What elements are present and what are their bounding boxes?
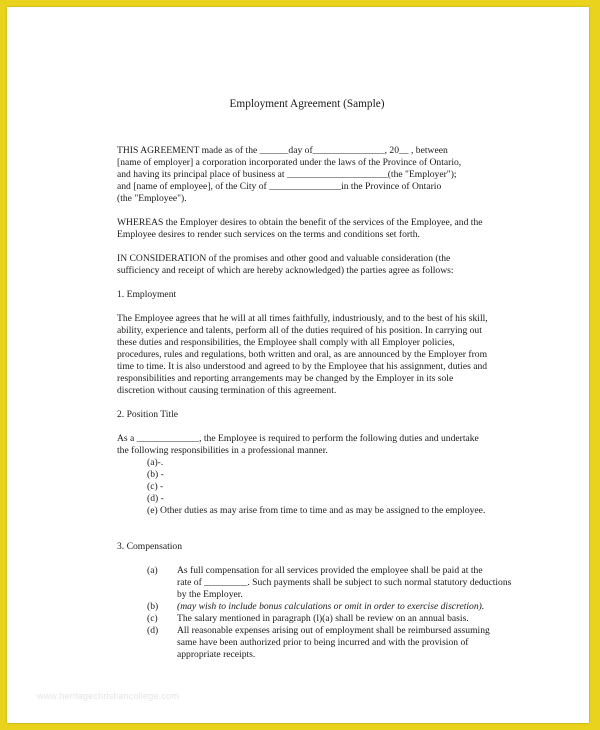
watermark: www.heritagechristiancollege.com	[37, 691, 179, 701]
list-item	[117, 625, 497, 661]
list-item-label: (a)	[147, 565, 158, 576]
section-2-line: As a _____________, the Employee is required to perform the following duties and undertake	[117, 433, 479, 444]
consideration-paragraph	[117, 253, 497, 277]
section-1-paragraph	[117, 313, 497, 397]
section-2-paragraph	[117, 433, 497, 457]
whereas-line: WHEREAS the Employer desires to obtain the benefit of the services of the Employee, and the	[117, 217, 483, 228]
list-item-line: same have been authorized prior to being incurred and with the provision of	[177, 637, 469, 648]
intro-paragraph	[117, 145, 497, 205]
section-1-line: ability, experience and talents, perform all of the duties required of his position. In carrying out	[117, 325, 482, 336]
list-item-line: rate of _________. Such payments shall be subject to such normal statutory deductions	[177, 577, 512, 588]
whereas-line: Employee desires to render such services on the terms and conditions set forth.	[117, 229, 420, 240]
list-item-line: The salary mentioned in paragraph (l)(a) shall be review on an annual basis.	[177, 613, 469, 624]
section-1-line: discretion without causing termination of this agreement.	[117, 385, 337, 396]
whereas-paragraph	[117, 217, 497, 241]
section-1-line: responsibilities and reporting arrangements may be changed by the Employer in its sole	[117, 373, 454, 384]
list-item-label: (d)	[147, 625, 159, 636]
intro-line: (the "Employee").	[117, 193, 187, 204]
section-3-heading: 3. Compensation	[117, 541, 183, 552]
list-item: (a)-.	[147, 457, 164, 468]
intro-line: THIS AGREEMENT made as of the ______day of_______________, 20__ , between	[117, 145, 448, 156]
list-item: (d) -	[147, 493, 164, 504]
list-item	[117, 565, 512, 601]
list-item: (b) -	[147, 469, 164, 480]
section-1-line: time to time. It is also understood and agreed to by the Employee that his assignment, duties and	[117, 361, 488, 372]
section-2-line: the following responsibilities in a professional manner.	[117, 445, 328, 456]
list-item: (e) Other duties as may arise from time to time and as may be assigned to the employee.	[147, 505, 486, 516]
section-1-line: these duties and responsibilities, the Employee shall comply with all Employer policies,	[117, 337, 455, 348]
list-item-line: appropriate receipts.	[177, 649, 256, 660]
list-item-line: by the Employer.	[177, 589, 243, 600]
list-item-line: (may wish to include bonus calculations or omit in order to exercise discretion).	[177, 601, 485, 612]
list-item-label: (c)	[147, 613, 158, 624]
section-1-heading: 1. Employment	[117, 289, 177, 300]
list-item: (c) -	[147, 481, 164, 492]
list-item-label: (b)	[147, 601, 159, 612]
consideration-line: IN CONSIDERATION of the promises and other good and valuable consideration (the	[117, 253, 451, 264]
section-2-duties-list	[117, 457, 497, 517]
document-page	[7, 7, 589, 723]
list-item	[117, 613, 497, 625]
list-item	[117, 601, 497, 613]
intro-line: and having its principal place of business at _____________________(the "Employer");	[117, 169, 457, 180]
section-3-compensation-list	[117, 565, 512, 661]
document-title: Employment Agreement (Sample)	[229, 98, 385, 110]
intro-line: [name of employer] a corporation incorporated under the laws of the Province of Ontario,	[117, 157, 462, 168]
consideration-line: sufficiency and receipt of which are hereby acknowledged) the parties agree as follows:	[117, 265, 454, 276]
section-1-line: The Employee agrees that he will at all times faithfully, industriously, and to the best of his skill,	[117, 313, 488, 324]
list-item-line: As full compensation for all services provided the employee shall be paid at the	[177, 565, 483, 576]
section-2-heading: 2. Position Title	[117, 409, 179, 420]
section-1-line: procedures, rules and regulations, both written and oral, as are announced by the Employer from	[117, 349, 488, 360]
document-body	[117, 145, 512, 661]
intro-line: and [name of employee], of the City of _______________in the Province of Ontario	[117, 181, 442, 192]
list-item-line: All reasonable expenses arising out of employment shall be reimbursed assuming	[177, 625, 490, 636]
